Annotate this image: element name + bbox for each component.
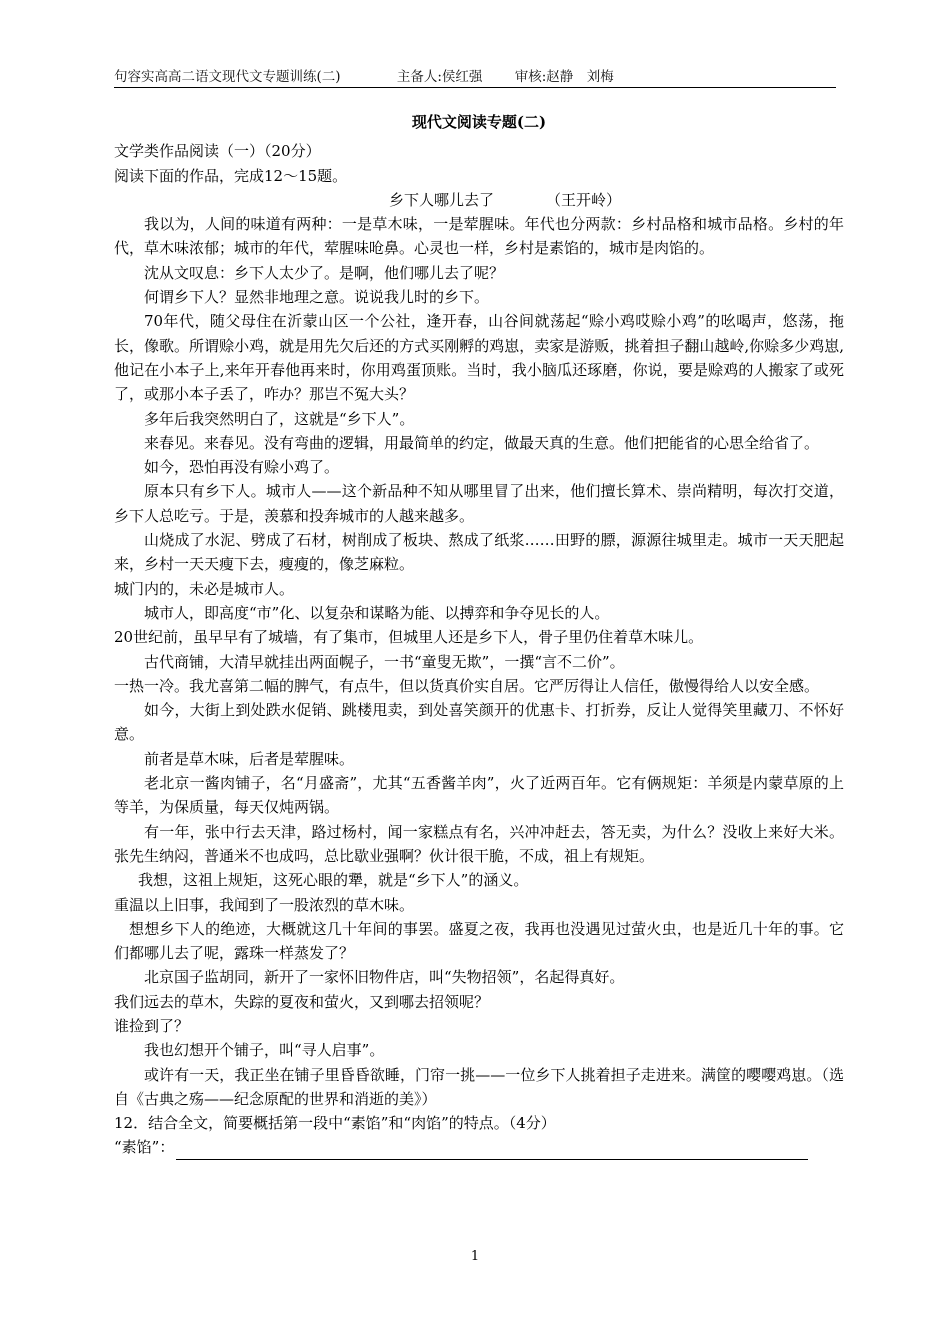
paragraph: 或许有一天，我正坐在铺子里昏昏欲睡，门帘一挑——一位乡下人挑着担子走进来。满筐的嘤嘤鸡崽。（选自《古典之殇——纪念原配的世界和消逝的美》） — [114, 1065, 844, 1108]
answer-label: “素馅”： — [114, 1138, 175, 1157]
article-heading — [114, 188, 844, 212]
paragraph: 何谓乡下人？显然非地理之意。说说我儿时的乡下。 — [144, 288, 490, 307]
document-body — [114, 110, 844, 1160]
article-author: （王开岭） — [546, 190, 622, 209]
paragraph: 谁捡到了？ — [114, 1016, 190, 1035]
paragraph: 我们远去的草木，失踪的夏夜和萤火，又到哪去招领呢？ — [114, 992, 490, 1011]
paragraph: 城市人，即高度“市”化、以复杂和谋略为能、以搏弈和争夺见长的人。 — [144, 603, 610, 622]
header-author: 主备人:侯红强 — [396, 69, 483, 85]
header-reviewer: 审核:赵静 刘梅 — [514, 69, 614, 85]
paragraph: 多年后我突然明白了，这就是“乡下人”。 — [144, 409, 415, 428]
paragraph: 原本只有乡下人。城市人——这个新品种不知从哪里冒了出来，他们擅长算术、崇尚精明，每次打交道，乡下人总吃亏。于是，羡慕和投奔城市的人越来越多。 — [114, 482, 844, 525]
paragraph: 北京国子监胡同，新开了一家怀旧物件店，叫“失物招领”，名起得真好。 — [144, 968, 625, 987]
page-header — [114, 67, 836, 87]
header-course-title: 句容实高高二语文现代文专题训练(二) — [114, 69, 341, 85]
paragraph: 沈从文叹息：乡下人太少了。是啊，他们哪儿去了呢？ — [144, 263, 505, 282]
paragraph: 想想乡下人的绝迹，大概就这几十年间的事罢。盛夏之夜，我再也没遇见过萤火虫，也是近几十年的事。它们都哪儿去了呢，露珠一样蒸发了？ — [114, 919, 844, 963]
section-label: 文学类作品阅读（一）（20分） — [114, 142, 321, 161]
paragraph: 前者是草木味，后者是荤腥味。 — [144, 749, 355, 768]
paragraph: 老北京一酱肉铺子，名“月盛斋”，尤其“五香酱羊肉”，火了近两百年。它有俩规矩：羊须是内蒙草原的上等羊，为保质量，每天仅炖两锅。 — [114, 774, 844, 817]
page-number: 1 — [470, 1249, 480, 1264]
paragraph: 山烧成了水泥、劈成了石材，树削成了板块、熬成了纸浆……田野的膘，源源往城里走。城市一天天肥起来，乡村一天天瘦下去，瘦瘦的，像芝麻粒。 — [114, 531, 844, 574]
paragraph: 我也幻想开个铺子，叫“寻人启事”。 — [144, 1041, 385, 1060]
paragraph: 如今，恐怕再没有赊小鸡了。 — [144, 458, 340, 477]
paragraph: 城门内的，未必是城市人。 — [114, 579, 295, 598]
paragraph: 70年代，随父母住在沂蒙山区一个公社，逢开春，山谷间就荡起“赊小鸡哎赊小鸡”的吆喝声，悠荡，拖长，像歌。所谓赊小鸡，就是用先欠后还的方式买刚孵的鸡崽，卖家是游贩，挑着担子翻山越岭,你赊多少鸡崽,他记在小本子上,来年开春他再来时，你用鸡蛋顶账。当时，我小脑瓜还琢磨，你说，要是赊鸡的人搬家了或死了，或那小本子丢了，咋办？那岂不冤大头？ — [114, 312, 844, 404]
paragraph: 20世纪前，虽早早有了城墙，有了集市，但城里人还是乡下人，骨子里仍住着草木味儿。 — [114, 628, 704, 647]
article-title: 乡下人哪儿去了 — [389, 190, 495, 209]
paragraph: 重温以上旧事，我闻到了一股浓烈的草木味。 — [114, 895, 415, 914]
paragraph: 有一年，张中行去天津，路过杨村，闻一家糕点有名，兴冲冲赶去，答无卖，为什么？没收上来好大米。张先生纳闷，普通米不也成吗，总比歇业强啊？伙计很干脆，不成，祖上有规矩。 — [114, 822, 844, 865]
paragraph: 我想，这祖上规矩，这死心眼的犟，就是“乡下人”的涵义。 — [138, 871, 529, 890]
header-rule — [114, 87, 836, 88]
paragraph: 我以为，人间的味道有两种：一是草木味，一是荤腥味。年代也分两款：乡村品格和城市品格。乡村的年代，草木味浓郁；城市的年代，荤腥味呛鼻。心灵也一样，乡村是素馅的，城市是肉馅的。 — [114, 215, 844, 258]
answer-row — [114, 1135, 844, 1159]
paragraph: 来春见。来春见。没有弯曲的逻辑，用最简单的约定，做最天真的生意。他们把能省的心思全给省了。 — [144, 433, 820, 452]
paragraph: 古代商铺，大清早就挂出两面幌子，一书“童叟无欺”，一撰“言不二价”。 — [144, 652, 625, 671]
question-12: 12．结合全文，简要概括第一段中“素馅”和“肉馅”的特点。（4分） — [114, 1114, 556, 1133]
document-title: 现代文阅读专题(二) — [411, 113, 547, 131]
paragraph: 一热一冷。我尤喜第二幅的脾气，有点牛，但以货真价实自居。它严厉得让人信任，傲慢得给人以安全感。 — [114, 676, 820, 695]
paragraph: 如今，大街上到处跌水促销、跳楼甩卖，到处喜笑颜开的优惠卡、打折券，反让人觉得笑里藏刀、不怀好意。 — [114, 701, 844, 744]
answer-blank-line[interactable] — [176, 1141, 808, 1160]
instruction-text: 阅读下面的作品，完成12～15题。 — [114, 166, 348, 185]
